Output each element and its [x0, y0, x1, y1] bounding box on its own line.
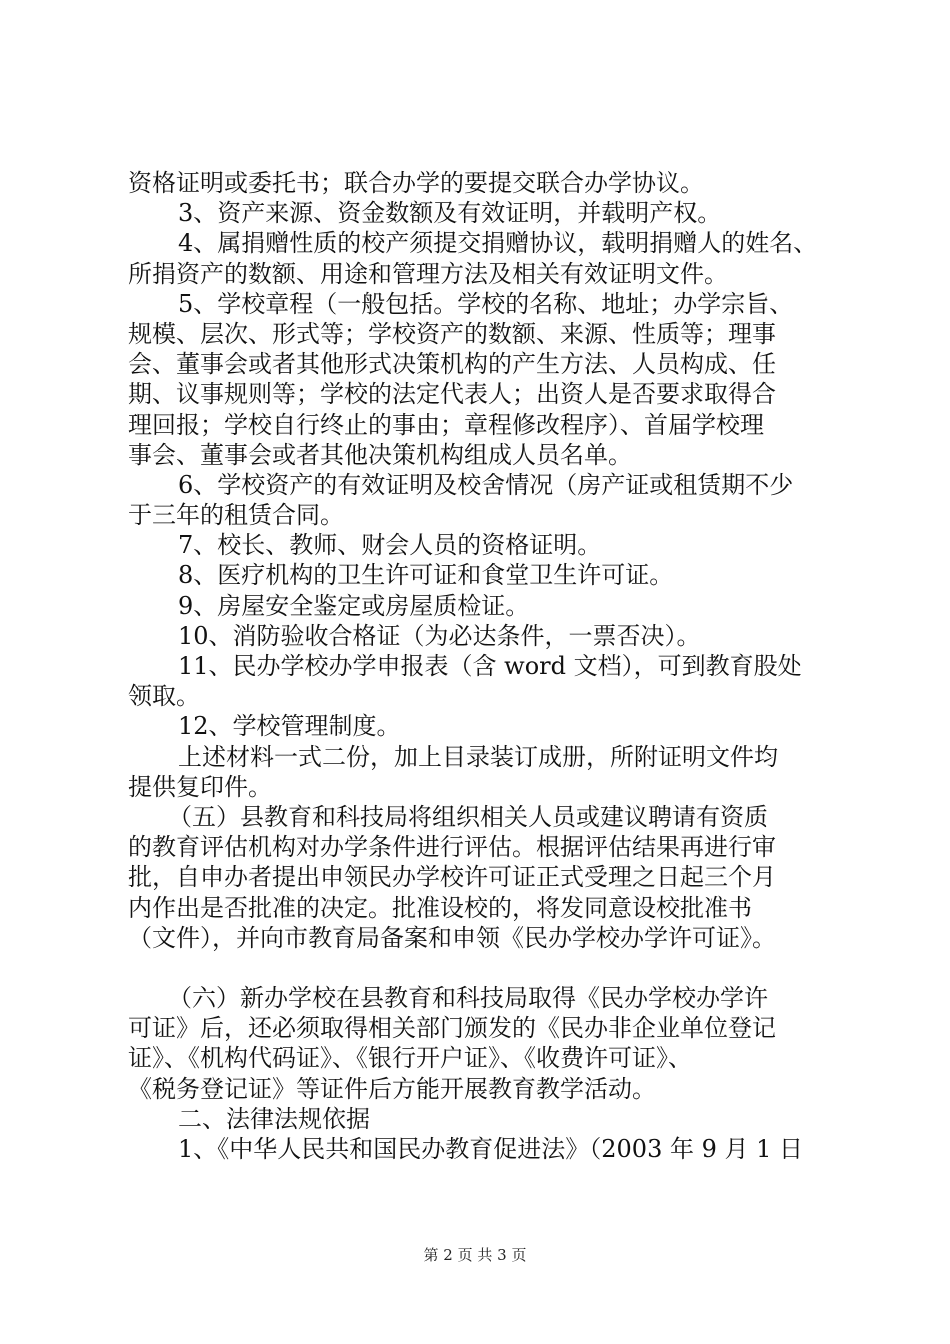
text-line: 资格证明或委托书；联合办学的要提交联合办学协议。	[128, 169, 704, 197]
section-heading: 二、法律法规依据	[178, 1104, 370, 1133]
text-line: 8、医疗机构的卫生许可证和食堂卫生许可证。	[178, 561, 674, 590]
text-line: （六）新办学校在县教育和科技局取得《民办学校办学许	[168, 984, 768, 1013]
text-line: 10、消防验收合格证（为必达条件，一票否决）。	[178, 621, 701, 650]
text-line: 6、学校资产的有效证明及校舍情况（房产证或租赁期不少	[178, 470, 794, 499]
text-line: 批，自申办者提出申领民办学校许可证正式受理之日起三个月	[128, 863, 776, 892]
text-line: 理回报；学校自行终止的事由；章程修改程序）、首届学校理	[128, 410, 764, 439]
document-body	[128, 168, 840, 1164]
text-line: 事会、董事会或者其他决策机构组成人员名单。	[128, 440, 632, 469]
text-line: 4、属捐赠性质的校产须提交捐赠协议，载明捐赠人的姓名、	[178, 229, 818, 258]
text-line: 于三年的租赁合同。	[128, 501, 344, 530]
text-line: 3、资产来源、资金数额及有效证明，并载明产权。	[178, 199, 722, 228]
paragraph-gap	[128, 953, 840, 983]
text-line: 1、《中华人民共和国民办教育促进法》（2003 年 9 月 1 日	[178, 1135, 804, 1163]
text-line: 上述材料一式二份，加上目录装订成册，所附证明文件均	[178, 742, 778, 771]
text-line: 规模、层次、形式等；学校资产的数额、来源、性质等；理事	[128, 319, 776, 348]
text-line: 11、民办学校办学申报表（含 word 文档），可到教育股处	[178, 652, 802, 680]
text-line: 的教育评估机构对办学条件进行评估。根据评估结果再进行审	[128, 833, 776, 862]
text-line: 《税务登记证》等证件后方能开展教育教学活动。	[128, 1074, 656, 1103]
text-line: 可证》后，还必须取得相关部门颁发的《民办非企业单位登记	[128, 1014, 776, 1043]
text-line: 证》、《机构代码证》、《银行开户证》、《收费许可证》、	[128, 1044, 692, 1073]
text-line: 5、学校章程（一般包括。学校的名称、地址；办学宗旨、	[178, 289, 794, 318]
text-line: 9、房屋安全鉴定或房屋质检证。	[178, 591, 530, 620]
page-footer: 第 2 页 共 3 页	[423, 1246, 527, 1264]
text-line: 期、议事规则等；学校的法定代表人；出资人是否要求取得合	[128, 380, 776, 409]
text-line: （文件），并向市教育局备案和申领《民办学校办学许可证》。	[128, 923, 776, 952]
text-line: 所捐资产的数额、用途和管理方法及相关有效证明文件。	[128, 259, 728, 288]
text-line: 12、学校管理制度。	[178, 712, 401, 741]
text-line: 领取。	[128, 682, 200, 711]
text-line: 内作出是否批准的决定。批准设校的，将发同意设校批准书	[128, 893, 752, 922]
text-line: 7、校长、教师、财会人员的资格证明。	[178, 531, 602, 560]
text-line: 提供复印件。	[128, 772, 272, 801]
text-line: 会、董事会或者其他形式决策机构的产生方法、人员构成、任	[128, 350, 776, 379]
text-line: （五）县教育和科技局将组织相关人员或建议聘请有资质	[168, 802, 768, 831]
